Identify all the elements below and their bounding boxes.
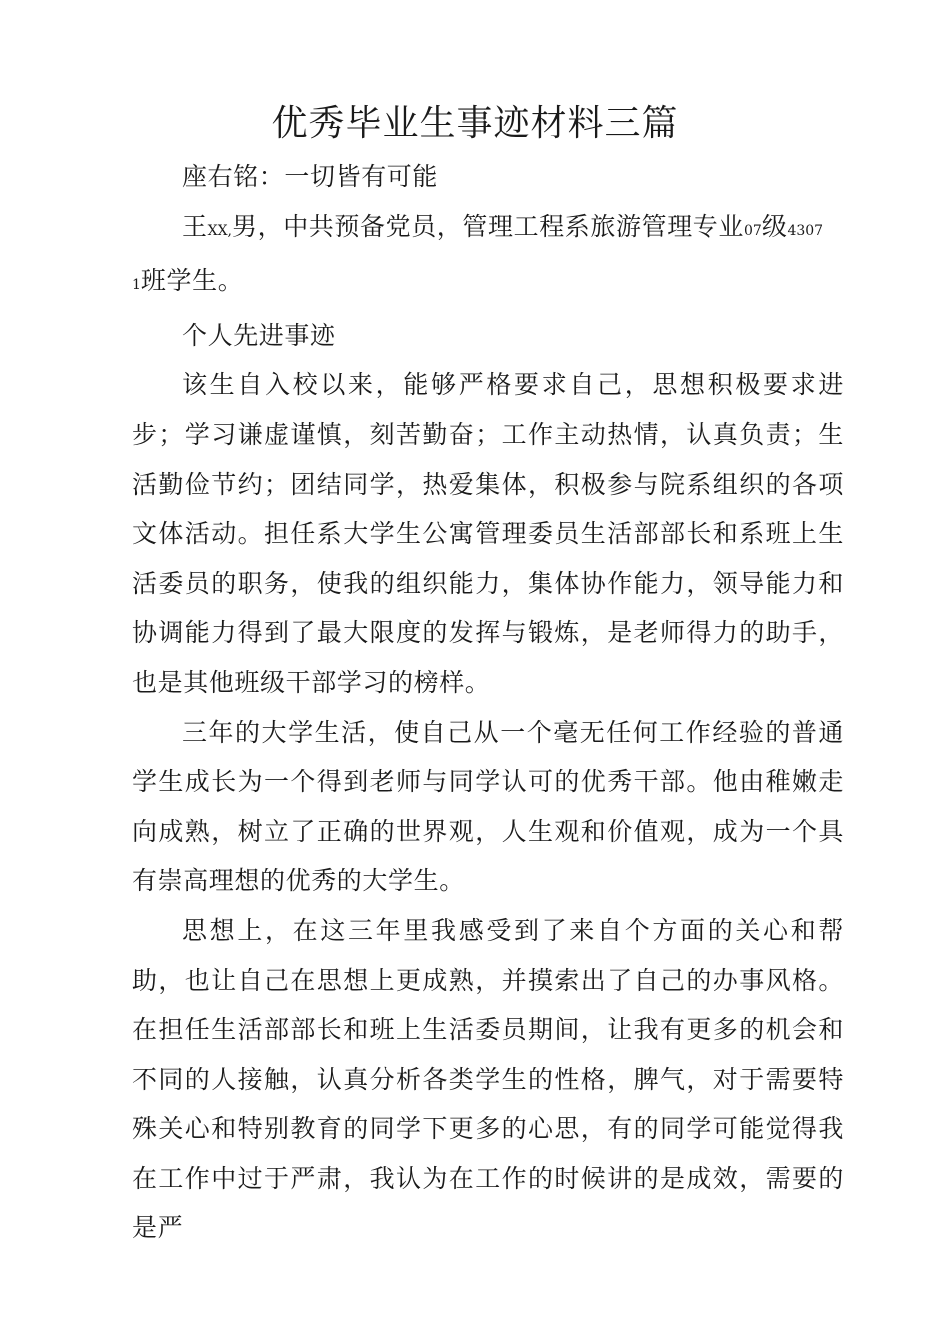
intro-end: 班学生。: [140, 266, 244, 296]
class-number: 4307: [787, 222, 824, 239]
motto-line: 座右铭：一切皆有可能: [182, 162, 439, 191]
intro-text: 男，中共预备党员，管理工程系旅游管理专业: [232, 211, 745, 241]
class-number-tail: 1: [132, 277, 141, 294]
paragraph: 思想上，在这三年里我感受到了来自个方面的关心和帮助，也让自己在思想上更成熟，并摸索出了自己的办事风格。在担任生活部部长和班上生活委员期间，让我有更多的机会和不同的人接触，认真分析各类学生的性格，脾气，对于需要特殊关心和特别教育的同学下更多的心思，有的同学可能觉得我在工作中过于严肃，我认为在工作的时候讲的是成效，需要的是严: [132, 915, 844, 1243]
document-body: [132, 152, 844, 1253]
intro-paragraph: [132, 202, 844, 311]
grade-number: 07: [744, 222, 762, 239]
document-title: 优秀毕业生事迹材料三篇: [271, 103, 679, 144]
student-name-code: XX,: [207, 222, 232, 239]
section-heading: 个人先进事迹: [182, 320, 336, 350]
paragraph: 该生自入校以来，能够严格要求自己，思想积极要求进步；学习谦虚谨慎，刻苦勤奋；工作主动热情，认真负责；生活勤俭节约；团结同学，热爱集体，积极参与院系组织的各项文体活动。担任系大学生公寓管理委员生活部部长和系班上生活委员的职务，使我的组织能力，集体协作能力，领导能力和协调能力得到了最大限度的发挥与锻炼，是老师得力的助手，也是其他班级干部学习的榜样。: [132, 370, 844, 697]
student-name: 王: [182, 211, 208, 241]
paragraph: 三年的大学生活，使自己从一个毫无任何工作经验的普通学生成长为一个得到老师与同学认可的优秀干部。他由稚嫩走向成熟，树立了正确的世界观，人生观和价值观，成为一个具有崇高理想的优秀的大学生。: [132, 717, 844, 896]
grade-suffix: 级: [761, 211, 788, 241]
